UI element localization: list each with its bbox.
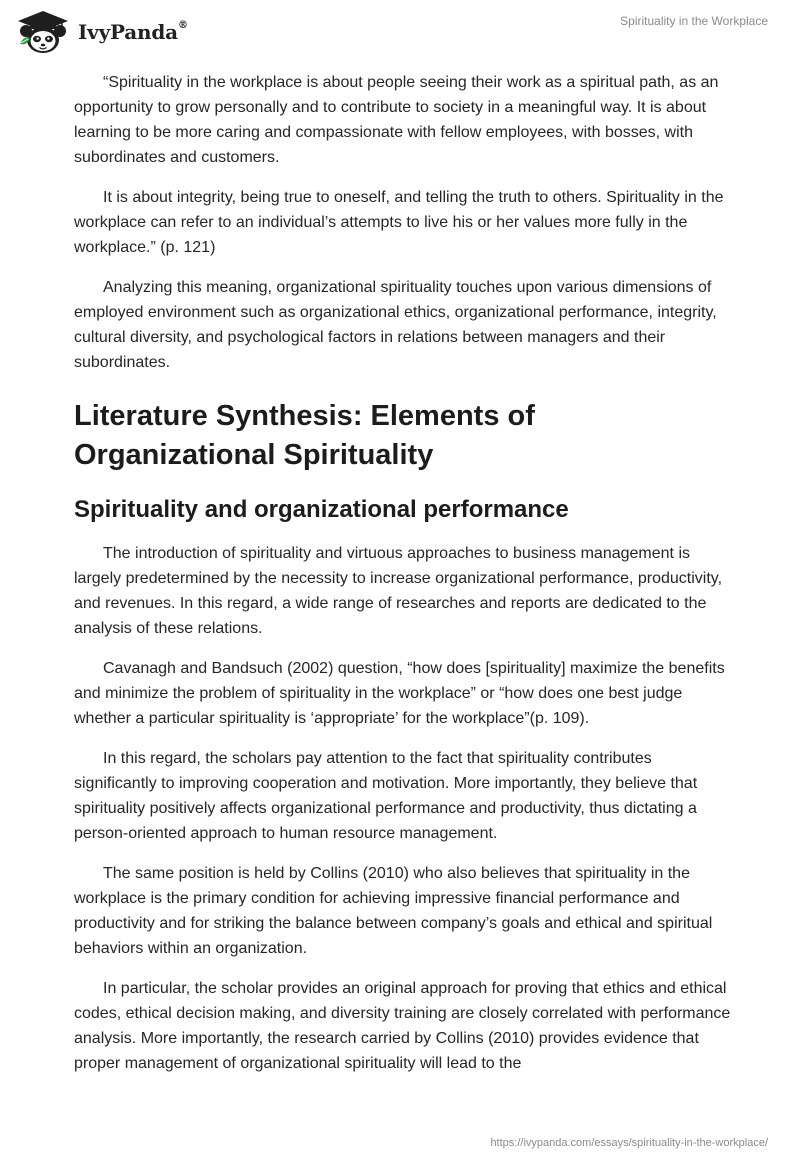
paragraph: In particular, the scholar provides an original approach for proving that ethics and ethical codes, ethical decision making, and diversity training are closely correlated with performance analysis. More importantly, the research carried by Collins (2010) provides evidence that proper management of organizational spirituality will lead to the [74, 980, 731, 1072]
subsection-heading: Spirituality and organizational performance [74, 496, 569, 523]
paragraph: Cavanagh and Bandsuch (2002) question, “how does [spirituality] maximize the benefits and minimize the problem of spirituality in the workplace” or “how does one best judge whether a particular spirituality is ‘appropriate’ for the workplace”(p. 109). [74, 660, 725, 727]
paragraph: In this regard, the scholars pay attention to the fact that spirituality contributes significantly to improving cooperation and motivation. More importantly, they believe that spirituality positively affects organizational performance and productivity, thus dictating a person-oriented approach to human resource management. [74, 750, 698, 842]
page-header [0, 0, 800, 66]
paragraph: It is about integrity, being true to oneself, and telling the truth to others. Spirituality in the workplace can refer to an individual’s attempts to live his or her values more fully in the workplace.” (p. 121) [74, 189, 724, 256]
brand-name[interactable] [78, 20, 188, 44]
brand-text: IvyPanda [78, 20, 178, 44]
paragraph: Analyzing this meaning, organizational spirituality touches upon various dimensions of employed environment such as organizational ethics, organizational performance, integrity, cultural diversity, and psychological factors in relations between managers and their subordinates. [74, 279, 717, 371]
paragraph: The introduction of spirituality and virtuous approaches to business management is largely predetermined by the necessity to increase organizational performance, productivity, and revenues. In this regard, a wide range of researches and reports are dedicated to the analysis of these relations. [74, 545, 723, 637]
running-title: Spirituality in the Workplace [620, 14, 768, 28]
registered-mark: ® [177, 20, 188, 32]
section-heading: Literature Synthesis: Elements of Organizational Spirituality [74, 400, 535, 471]
essay-body [74, 70, 734, 1091]
paragraph: “Spirituality in the workplace is about people seeing their work as a spiritual path, as an opportunity to grow personally and to contribute to society in a meaningful way. It is about learning to be more caring and compassionate with fellow employees, with bosses, with subordinates and customers. [74, 74, 719, 166]
panda-graduate-logo-icon[interactable] [14, 8, 72, 54]
source-url-link[interactable]: https://ivypanda.com/essays/spirituality-in-the-workplace/ [490, 1137, 768, 1149]
paragraph: The same position is held by Collins (2010) who also believes that spirituality in the workplace is the primary condition for achieving impressive financial performance and productivity and for striking the balance between company’s goals and ethical and spiritual behaviors within an organization. [74, 865, 713, 957]
